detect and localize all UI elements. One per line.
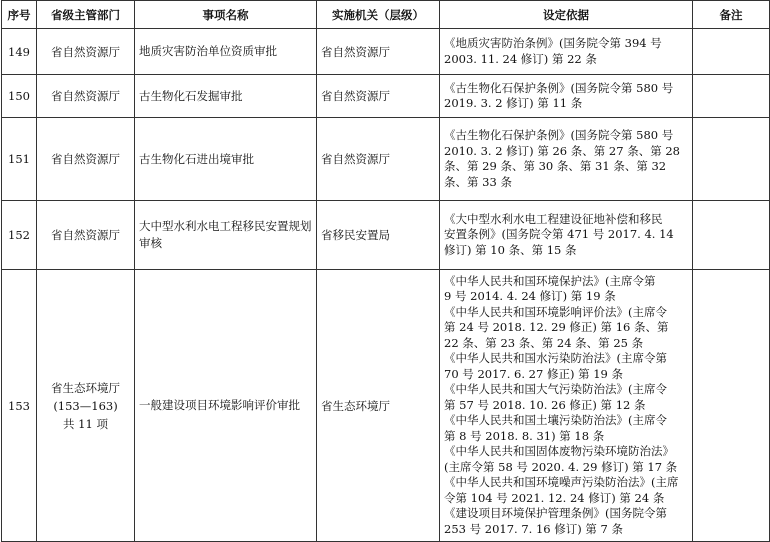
header-agency: 实施机关（层级） <box>317 1 440 29</box>
cell-remark <box>693 270 770 542</box>
header-seq: 序号 <box>2 1 37 29</box>
cell-dept <box>37 270 135 542</box>
cell-remark <box>693 118 770 201</box>
approval-items-table <box>1 0 770 542</box>
cell-dept-name: 省生态环境厅 <box>51 380 120 395</box>
cell-dept-count: 共 11 项 <box>63 416 108 431</box>
header-basis: 设定依据 <box>440 1 693 29</box>
cell-dept: 省自然资源厅 <box>37 118 135 201</box>
cell-seq: 150 <box>2 75 37 118</box>
cell-basis: 《大中型水利水电工程建设征地补偿和移民 安置条例》(国务院令第 471 号 2017. 4. 14 修订) 第 10 条、第 15 条 <box>440 201 693 270</box>
cell-basis: 《古生物化石保护条例》(国务院令第 580 号 2010. 3. 2 修订) 第 26 条、第 27 条、第 28 条、第 29 条、第 30 条、第 31 条、第 32 条、第 33 条 <box>440 118 693 201</box>
cell-remark <box>693 75 770 118</box>
cell-agency: 省自然资源厅 <box>317 29 440 75</box>
cell-agency: 省移民安置局 <box>317 201 440 270</box>
cell-agency: 省生态环境厅 <box>317 270 440 542</box>
cell-agency: 省自然资源厅 <box>317 118 440 201</box>
cell-dept: 省自然资源厅 <box>37 29 135 75</box>
cell-seq: 153 <box>2 270 37 542</box>
cell-dept: 省自然资源厅 <box>37 75 135 118</box>
header-row <box>2 1 770 29</box>
cell-agency: 省自然资源厅 <box>317 75 440 118</box>
cell-basis: 《中华人民共和国环境保护法》(主席令第 9 号 2014. 4. 24 修订) 第 19 条 《中华人民共和国环境影响评价法》(主席令 第 24 号 2018. 12. 29 修正) 第 16 条、第 22 条、第 23 条、第 24 条、第 25 条 《中华人民共和国水污染防治法》(主席令第 70 号 2017. 6. 27 修正) 第 19 条 《中华人民共和国大气污染防治法》(主席令 第 57 号 2018. 10. 26 修正) 第 12 条 《中华人民共和国土壤污染防治法》(主席令 第 8 号 2018. 8. 31) 第 18 条 《中华人民共和国固体废物污染环境防治法》 (主席令第 58 号 2020. 4. 29 修订) 第 17 条 《中华人民共和国环境噪声污染防治法》(主席 令第 104 号 2021. 12. 24 修订) 第 24 条 《建设项目环境保护管理条例》(国务院令第 253 号 2017. 7. 16 修订) 第 7 条 <box>440 270 693 542</box>
cell-remark <box>693 29 770 75</box>
header-dept: 省级主管部门 <box>37 1 135 29</box>
cell-item: 地质灾害防治单位资质审批 <box>135 29 317 75</box>
table-row <box>2 201 770 270</box>
table-row <box>2 29 770 75</box>
cell-seq: 149 <box>2 29 37 75</box>
cell-item: 古生物化石进出境审批 <box>135 118 317 201</box>
cell-basis: 《古生物化石保护条例》(国务院令第 580 号 2019. 3. 2 修订) 第 11 条 <box>440 75 693 118</box>
cell-basis: 《地质灾害防治条例》(国务院令第 394 号 2003. 11. 24 修订) 第 22 条 <box>440 29 693 75</box>
table-row <box>2 118 770 201</box>
header-remark: 备注 <box>693 1 770 29</box>
cell-seq: 152 <box>2 201 37 270</box>
table-row <box>2 75 770 118</box>
table-row <box>2 270 770 542</box>
cell-item: 大中型水利水电工程移民安置规划审核 <box>135 201 317 270</box>
cell-dept-range: (153—163) <box>53 398 118 413</box>
cell-item: 古生物化石发掘审批 <box>135 75 317 118</box>
cell-dept: 省自然资源厅 <box>37 201 135 270</box>
header-item: 事项名称 <box>135 1 317 29</box>
cell-item: 一般建设项目环境影响评价审批 <box>135 270 317 542</box>
cell-seq: 151 <box>2 118 37 201</box>
cell-remark <box>693 201 770 270</box>
